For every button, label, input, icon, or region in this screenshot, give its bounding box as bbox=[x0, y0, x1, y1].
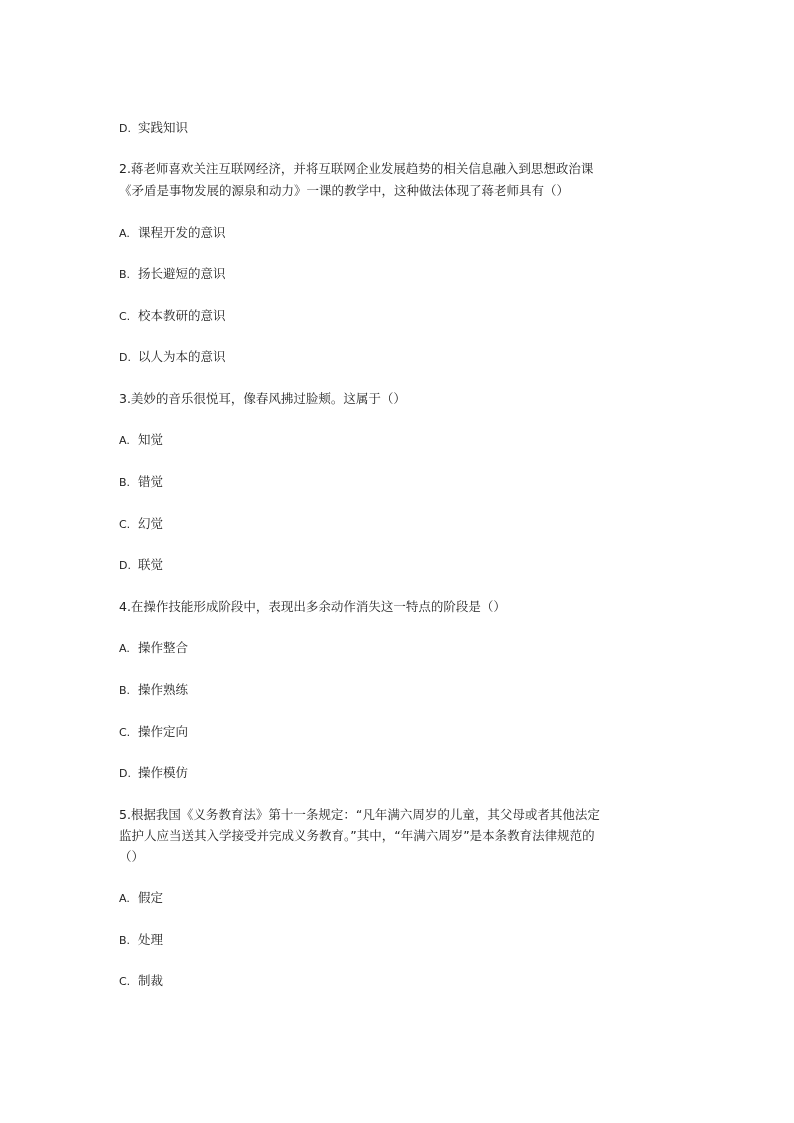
option-letter: D. bbox=[119, 351, 131, 364]
option-text: 制裁 bbox=[138, 973, 164, 988]
q4-option-d bbox=[119, 764, 188, 783]
q4-option-a bbox=[119, 639, 188, 658]
q2-option-c bbox=[119, 307, 226, 326]
option-letter: C. bbox=[119, 518, 131, 531]
q2-option-d bbox=[119, 348, 226, 367]
option-text: 课程开发的意识 bbox=[138, 225, 226, 240]
q2-option-b bbox=[119, 265, 226, 284]
option-letter: C. bbox=[119, 975, 131, 988]
question-5-line-2: 监护人应当送其入学接受并完成义务教育。”其中，“年满六周岁”是本条教育法律规范的 bbox=[119, 828, 595, 843]
option-letter: A. bbox=[119, 434, 130, 447]
q5-option-b bbox=[119, 931, 163, 950]
q3-option-d bbox=[119, 556, 163, 575]
question-5-line-1: 5.根据我国《义务教育法》第十一条规定：“凡年满六周岁的儿童，其父母或者其他法定 bbox=[119, 807, 600, 822]
option-letter: B. bbox=[119, 934, 131, 947]
q3-option-b bbox=[119, 473, 163, 492]
question-3-line-1: 3.美妙的音乐很悦耳，像春风拂过脸颊。这属于（） bbox=[119, 391, 406, 406]
option-text: 操作整合 bbox=[138, 640, 189, 655]
q2-option-a bbox=[119, 224, 226, 243]
q3-option-a bbox=[119, 431, 163, 450]
question-5-line-3: （） bbox=[119, 849, 145, 864]
option-text: 扬长避短的意识 bbox=[138, 266, 226, 281]
q4-option-c bbox=[119, 723, 188, 742]
option-letter: A. bbox=[119, 892, 130, 905]
option-text: 假定 bbox=[138, 890, 164, 905]
option-letter: A. bbox=[119, 642, 130, 655]
option-text: 操作模仿 bbox=[138, 765, 189, 780]
option-letter: B. bbox=[119, 268, 131, 281]
option-text: 知觉 bbox=[138, 432, 164, 447]
option-text: 幻觉 bbox=[138, 516, 164, 531]
option-text: 操作熟练 bbox=[138, 682, 189, 697]
q3-option-c bbox=[119, 515, 163, 534]
q5-option-a bbox=[119, 889, 163, 908]
option-text: 处理 bbox=[138, 932, 164, 947]
option-text: 校本教研的意识 bbox=[138, 308, 226, 323]
option-text: 操作定向 bbox=[138, 724, 189, 739]
option-text: 以人为本的意识 bbox=[138, 349, 226, 364]
q1-option-d bbox=[119, 119, 188, 138]
option-letter: C. bbox=[119, 726, 131, 739]
q4-option-b bbox=[119, 681, 188, 700]
option-text: 错觉 bbox=[138, 474, 164, 489]
question-4-line-1: 4.在操作技能形成阶段中，表现出多余动作消失这一特点的阶段是（） bbox=[119, 599, 506, 614]
option-letter: D. bbox=[119, 767, 131, 780]
question-2-line-1: 2.蒋老师喜欢关注互联网经济，并将互联网企业发展趋势的相关信息融入到思想政治课 bbox=[119, 161, 594, 176]
option-letter: A. bbox=[119, 227, 130, 240]
question-2-line-2: 《矛盾是事物发展的源泉和动力》一课的教学中，这种做法体现了蒋老师具有（） bbox=[119, 183, 570, 198]
option-text: 联觉 bbox=[138, 557, 164, 572]
option-letter: B. bbox=[119, 684, 131, 697]
option-letter: D. bbox=[119, 122, 131, 135]
option-letter: B. bbox=[119, 476, 131, 489]
option-letter: C. bbox=[119, 310, 131, 323]
q5-option-c bbox=[119, 972, 163, 991]
option-text: 实践知识 bbox=[138, 120, 189, 135]
option-letter: D. bbox=[119, 559, 131, 572]
